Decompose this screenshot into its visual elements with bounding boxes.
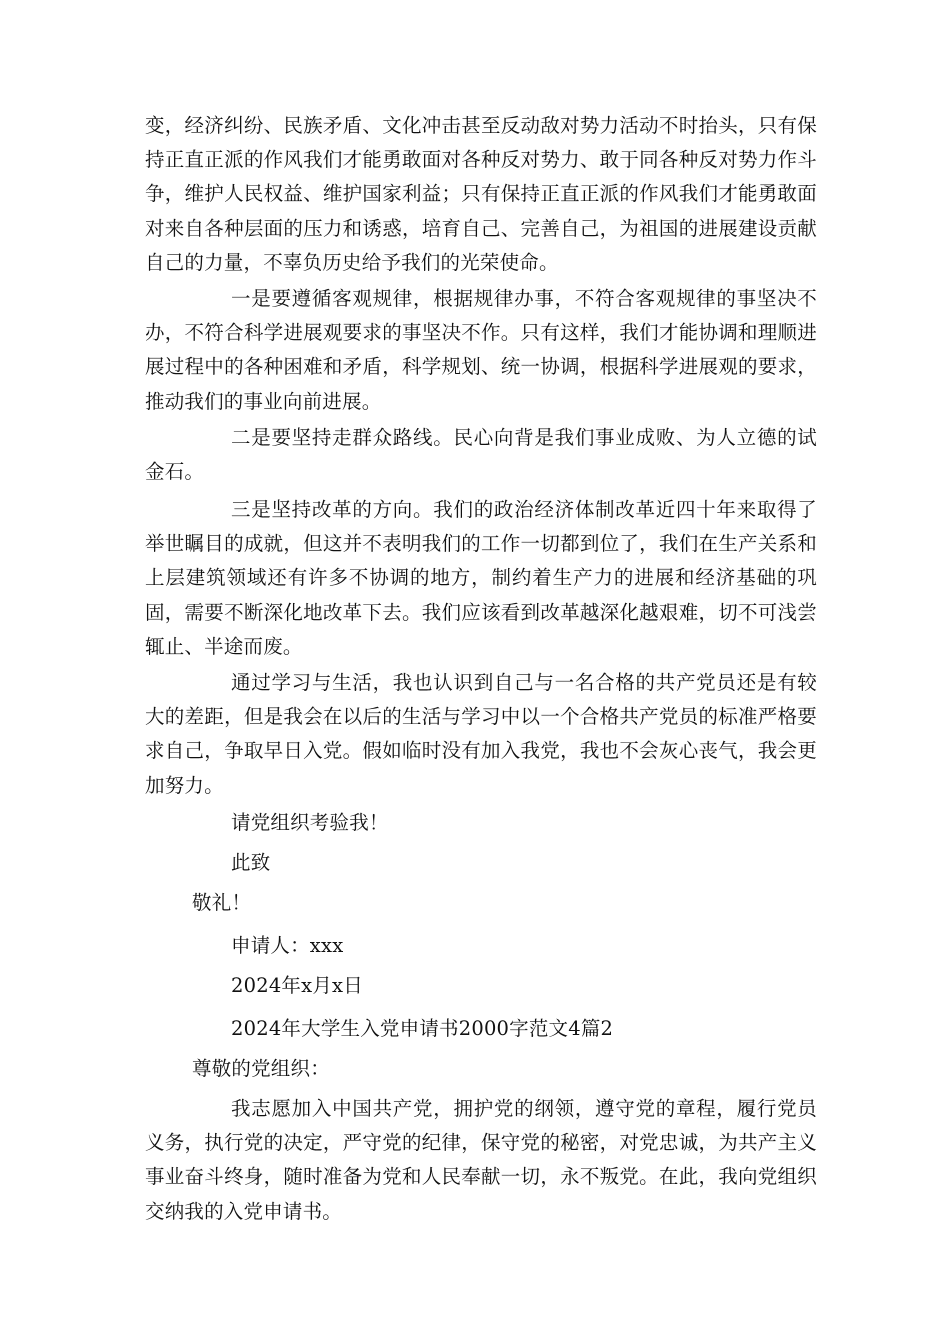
paragraph-self-reflection: 通过学习与生活，我也认识到自己与一名合格的共产党员还是有较大的差距，但是我会在以后的生活与学习中以一个合格共产党员的标准严格要求自己，争取早日入党。假如临时没有加入我党，我也不会灰心丧气，我会更加努力。 [145,671,817,797]
section-title: 2024年大学生入党申请书2000字范文4篇2 [231,1017,614,1040]
paragraph-point-one: 一是要遵循客观规律，根据规律办事，不符合客观规律的事坚决不办，不符合科学进展观要求的事坚决不作。只有这样，我们才能协调和理顺进展过程中的各种困难和矛盾，科学规划、统一协调，根据科学进展观的要求，推动我们的事业向前进展。 [145,287,817,413]
paragraph-point-two: 二是要坚持走群众路线。民心向背是我们事业成败、为人立德的试金石。 [145,426,817,484]
closing-request: 请党组织考验我！ [231,811,389,834]
paragraph-point-three: 三是坚持改革的方向。我们的政治经济体制改革近四十年来取得了举世瞩目的成就，但这并不表明我们的工作一切都到位了，我们在生产关系和上层建筑领域还有许多不协调的地方，制约着生产力的进展和经济基础的巩固，需要不断深化地改革下去。我们应该看到改革越深化越艰难，切不可浅尝辄止、半途而废。 [145,498,817,658]
greeting: 尊敬的党组织： [192,1057,330,1080]
applicant-signature: 申请人：xxx [231,934,344,957]
paragraph-continuation: 变，经济纠纷、民族矛盾、文化冲击甚至反动敌对势力活动不时抬头，只有保持正直正派的作风我们才能勇敢面对各种反对势力、敢于同各种反对势力作斗争，维护人民权益、维护国家利益；只有保持正直正派的作风我们才能勇敢面对来自各种层面的压力和诱惑，培育自己、完善自己，为祖国的进展建设贡献自己的力量，不辜负历史给予我们的光荣使命。 [145,114,817,274]
application-date: 2024年x月x日 [231,974,363,997]
closing-salute-1: 此致 [231,851,271,874]
closing-salute-2: 敬礼！ [192,891,252,914]
paragraph-pledge: 我志愿加入中国共产党，拥护党的纲领，遵守党的章程，履行党员义务，执行党的决定，严守党的纪律，保守党的秘密，对党忠诚，为共产主义事业奋斗终身，随时准备为党和人民奉献一切，永不叛党。在此，我向党组织交纳我的入党申请书。 [145,1097,817,1223]
